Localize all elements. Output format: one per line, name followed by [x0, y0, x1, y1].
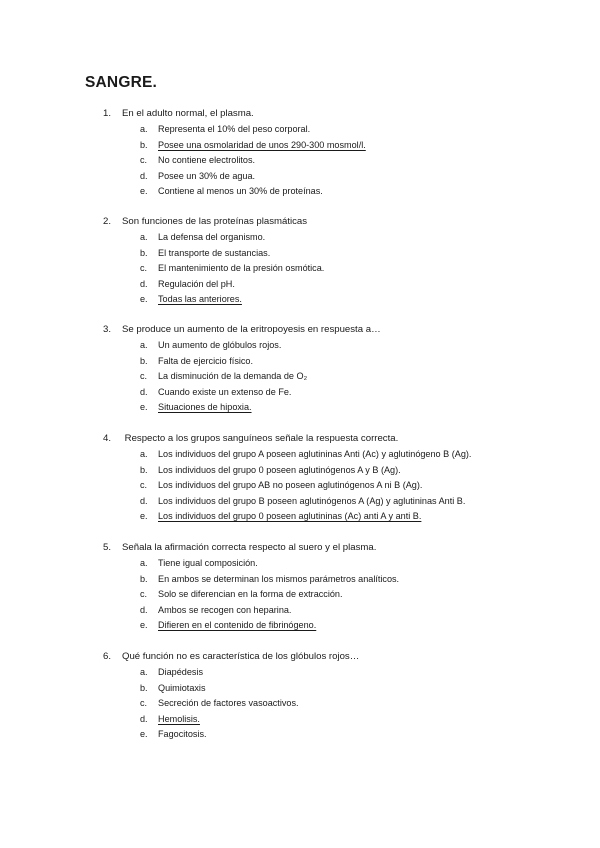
option-letter: e. [140, 511, 148, 521]
question-5 [103, 542, 563, 635]
question-text [103, 324, 563, 336]
correct-option-text: Hemolisis. [158, 713, 200, 724]
option-letter: e. [140, 729, 148, 739]
option-text: Los individuos del grupo B poseen aglutinógenos A (Ag) y aglutininas Anti B. [158, 495, 466, 506]
option-text: En ambos se determinan los mismos parámetros analíticos. [158, 573, 400, 584]
option-text: Falta de ejercicio físico. [158, 355, 254, 366]
option-letter: d. [140, 170, 148, 181]
option-letter: b. [140, 355, 148, 366]
option-list [103, 339, 563, 417]
question-stem: Son funciones de las proteínas plasmáticas [122, 216, 308, 227]
option-text: Representa el 10% del peso corporal. [158, 124, 311, 134]
question-2 [103, 216, 563, 309]
question-text [103, 433, 563, 445]
option-letter: b. [140, 247, 148, 258]
question-3 [103, 324, 563, 417]
question-1 [103, 108, 563, 201]
question-6 [103, 651, 563, 744]
option-letter: d. [140, 278, 148, 289]
option-a [103, 339, 563, 355]
question-text [103, 542, 563, 554]
correct-option-text: Difieren en el contenido de fibrinógeno. [158, 620, 317, 630]
correct-option-text: Todas las anteriores. [158, 294, 242, 304]
option-b [103, 247, 563, 263]
option-letter: e. [140, 294, 148, 304]
option-e [103, 728, 563, 744]
option-d [103, 386, 563, 402]
option-letter: c. [140, 589, 148, 599]
option-e [103, 185, 563, 201]
option-text: La defensa del organismo. [158, 232, 266, 242]
option-c [103, 697, 563, 713]
option-letter: c. [140, 371, 148, 381]
option-b [103, 682, 563, 698]
option-text: Posee un 30% de agua. [158, 170, 256, 181]
option-letter: b. [140, 139, 148, 150]
question-number: 3. [103, 324, 112, 335]
option-c [103, 479, 563, 495]
option-list [103, 231, 563, 309]
option-letter: e. [140, 186, 148, 196]
option-text: Ambos se recogen con heparina. [158, 604, 292, 615]
option-letter: a. [140, 340, 148, 350]
question-number: 6. [103, 651, 112, 662]
correct-option-text: Situaciones de hipoxia. [158, 402, 252, 412]
option-e [103, 293, 563, 309]
question-stem: Señala la afirmación correcta respecto al suero y el plasma. [122, 542, 377, 553]
option-a [103, 448, 563, 464]
option-c [103, 154, 563, 170]
option-text: Diapédesis [158, 667, 203, 677]
option-a [103, 557, 563, 573]
option-a [103, 666, 563, 682]
correct-option-text: Los individuos del grupo 0 poseen aglutininas (Ac) anti A y anti B. [158, 511, 422, 521]
option-text: El transporte de sustancias. [158, 247, 271, 258]
option-letter: d. [140, 495, 148, 506]
option-e [103, 510, 563, 526]
option-d [103, 170, 563, 186]
question-number: 2. [103, 216, 112, 227]
question-number: 1. [103, 108, 112, 119]
question-stem: En el adulto normal, el plasma. [122, 108, 254, 119]
option-text: Los individuos del grupo AB no poseen aglutinógenos A ni B (Ag). [158, 480, 423, 490]
option-text: Contiene al menos un 30% de proteínas. [158, 186, 323, 196]
option-b [103, 355, 563, 371]
question-number: 4. [103, 433, 112, 444]
question-text [103, 216, 563, 228]
option-text: Quimiotaxis [158, 682, 206, 693]
option-text: Solo se diferencian en la forma de extracción. [158, 589, 343, 599]
option-c [103, 588, 563, 604]
option-d [103, 604, 563, 620]
option-b [103, 573, 563, 589]
option-letter: a. [140, 558, 148, 568]
page-title: SANGRE. [85, 74, 158, 91]
option-text: Los individuos del grupo A poseen aglutininas Anti (Ac) y aglutinógeno B (Ag). [158, 449, 472, 459]
option-letter: b. [140, 682, 148, 693]
option-e [103, 619, 563, 635]
option-list [103, 123, 563, 201]
question-number: 5. [103, 542, 112, 553]
option-text: Cuando existe un extenso de Fe. [158, 386, 292, 397]
option-list [103, 448, 563, 526]
option-letter: c. [140, 698, 148, 708]
option-text: Tiene igual composición. [158, 558, 258, 568]
option-list [103, 666, 563, 744]
question-stem: Se produce un aumento de la eritropoyesis en respuesta a… [122, 324, 381, 335]
option-text: Secreción de factores vasoactivos. [158, 698, 299, 708]
option-text: Regulación del pH. [158, 278, 235, 289]
question-stem: Respecto a los grupos sanguíneos señale la respuesta correcta. [122, 433, 399, 444]
option-letter: a. [140, 232, 148, 242]
option-letter: c. [140, 480, 148, 490]
option-text: La disminución de la demanda de O₂ [158, 371, 308, 381]
question-text [103, 108, 563, 120]
option-letter: c. [140, 263, 148, 273]
option-text: El mantenimiento de la presión osmótica. [158, 263, 325, 273]
option-text: No contiene electrolitos. [158, 155, 256, 165]
option-letter: e. [140, 402, 148, 412]
option-c [103, 370, 563, 386]
option-a [103, 231, 563, 247]
option-a [103, 123, 563, 139]
option-letter: d. [140, 386, 148, 397]
option-b [103, 139, 563, 155]
option-c [103, 262, 563, 278]
option-b [103, 464, 563, 480]
option-d [103, 495, 563, 511]
option-letter: d. [140, 713, 148, 724]
option-letter: a. [140, 449, 148, 459]
option-d [103, 713, 563, 729]
option-e [103, 401, 563, 417]
option-letter: b. [140, 464, 148, 475]
option-letter: b. [140, 573, 148, 584]
option-letter: c. [140, 155, 148, 165]
option-text: Los individuos del grupo 0 poseen aglutinógenos A y B (Ag). [158, 464, 401, 475]
option-letter: a. [140, 667, 148, 677]
option-text: Un aumento de glóbulos rojos. [158, 340, 282, 350]
option-d [103, 278, 563, 294]
option-letter: e. [140, 620, 148, 630]
option-text: Fagocitosis. [158, 729, 207, 739]
option-letter: a. [140, 124, 148, 134]
option-list [103, 557, 563, 635]
correct-option-text: Posee una osmolaridad de unos 290-300 mosmol/l. [158, 139, 366, 150]
question-text [103, 651, 563, 663]
option-letter: d. [140, 604, 148, 615]
question-4 [103, 433, 563, 526]
question-stem: Qué función no es característica de los glóbulos rojos… [122, 651, 360, 662]
